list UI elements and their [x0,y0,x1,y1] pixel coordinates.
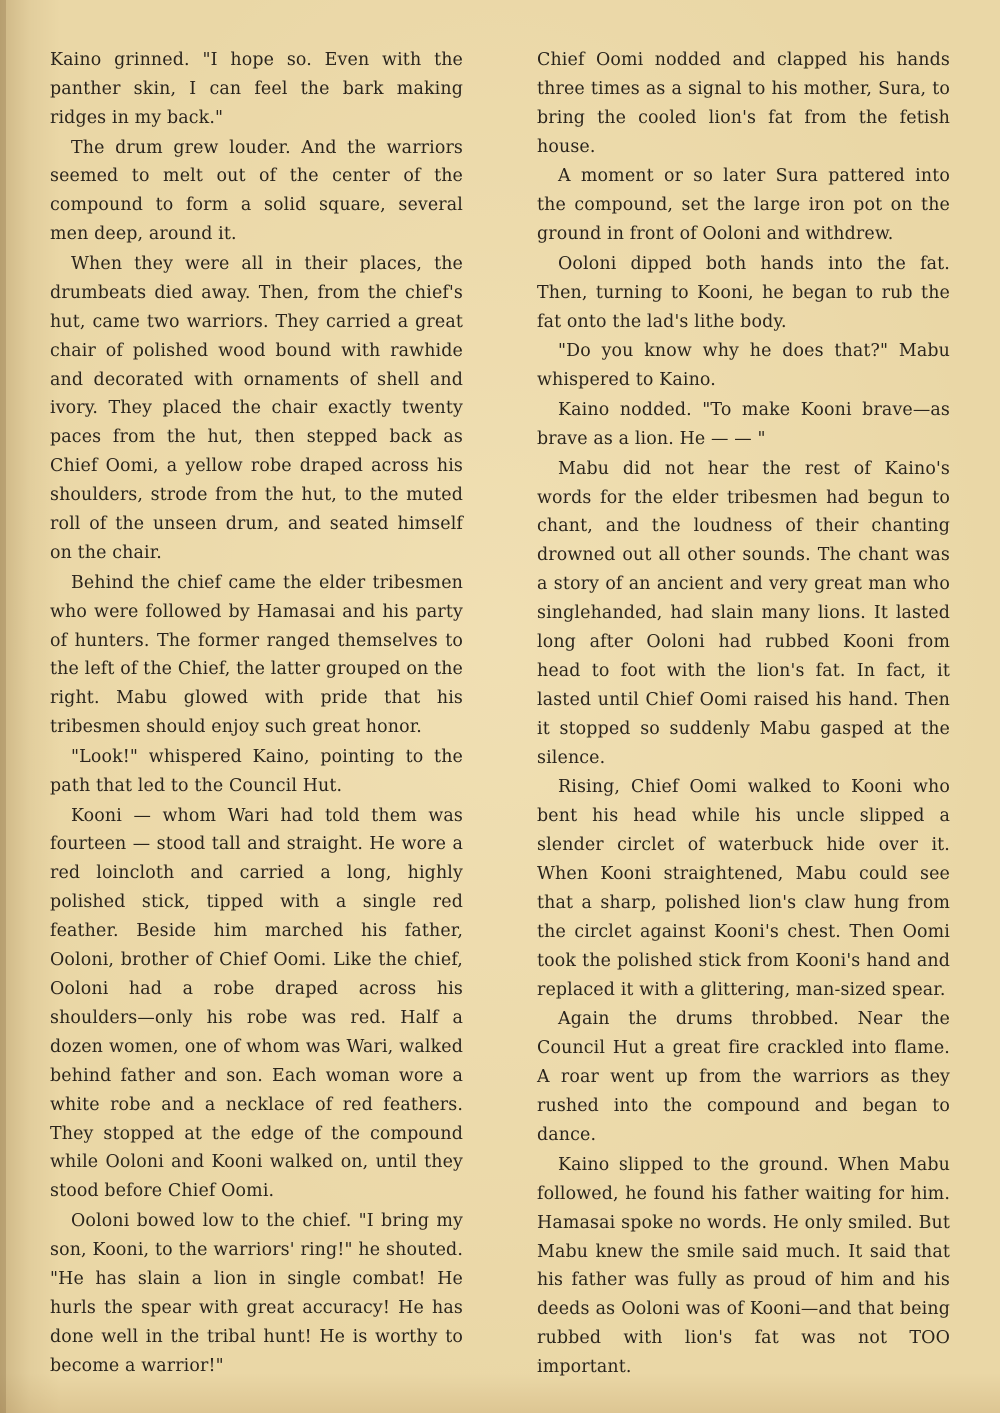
paragraph: Behind the chief came the elder tribesmen who were followed by Hamasai and his party of hunters. The former ranged themselves to the left of the Chief, the latter grouped on the right. Mabu glowed with pride that his tribesmen should enjoy such great honor. [50,572,463,738]
binding-gutter [0,0,6,1413]
paragraph: Kaino slipped to the ground. When Mabu followed, he found his father waiting for him. Hamasai spoke no words. He only smiled. But Mabu knew the smile said much. It said that his father was fully as proud of him and his deeds as Ooloni was of Kooni—and that being rubbed with lion's fat was not TOO important. [537,1154,950,1378]
paragraph: When they were all in their places, the drumbeats died away. Then, from the chief's hut, came two warriors. They carried a great chair of polished wood bound with rawhide and decorated with ornaments of shell and ivory. They placed the chair exactly twenty paces from the hut, then stepped back as Chief Oomi, a yellow robe draped across his shoulders, strode from the hut, to the muted roll of the unseen drum, and seated himself on the chair. [50,253,463,563]
paragraph: Ooloni dipped both hands into the fat. Then, turning to Kooni, he began to rub the fat onto the lad's lithe body. [537,253,950,332]
paragraph: "Look!" whispered Kaino, pointing to the path that led to the Council Hut. [50,746,463,796]
paragraph: Mabu did not hear the rest of Kaino's words for the elder tribesmen had begun to chant, and the loudness of their chanting drowned out all other sounds. The chant was a story of an ancient and very great man who singlehanded, had slain many lions. It lasted long after Ooloni had rubbed Kooni from head to foot with the lion's fat. In fact, it lasted until Chief Oomi raised his hand. Then it stopped so suddenly Mabu gasped at the silence. [537,458,950,768]
paragraph: The drum grew louder. And the warriors seemed to melt out of the center of the compound to form a solid square, several men deep, around it. [50,137,463,245]
right-text-column [537,46,950,1382]
paragraph: "Do you know why he does that?" Mabu whispered to Kaino. [537,341,950,391]
paragraph: Kaino nodded. "To make Kooni brave—as brave as a lion. He — — " [537,400,950,449]
paragraph: Kaino grinned. "I hope so. Even with the panther skin, I can feel the bark making ridges in my back." [50,50,463,128]
left-text-column [50,46,463,1380]
paragraph: A moment or so later Sura pattered into the compound, set the large iron pot on the ground in front of Ooloni and withdrew. [537,166,950,245]
paragraph: Rising, Chief Oomi walked to Kooni who bent his head while his uncle slipped a slender circlet of waterbuck hide over it. When Kooni straightened, Mabu could see that a sharp, polished lion's claw hung from the circlet against Kooni's chest. Then Oomi took the polished stick from Kooni's hand and replaced it with a glittering, man-sized spear. [537,777,950,1000]
paragraph: Kooni — whom Wari had told them was fourteen — stood tall and straight. He wore a red loincloth and carried a long, highly polished stick, tipped with a single red feather. Beside him marched his father, Ooloni, brother of Chief Oomi. Like the chief, Ooloni had a robe draped across his shoulders—only his robe was red. Half a dozen women, one of whom was Wari, walked behind father and son. Each woman wore a white robe and a necklace of red feathers. They stopped at the edge of the compound while Ooloni and Kooni walked on, until they stood before Chief Oomi. [50,805,463,1202]
paragraph: Chief Oomi nodded and clapped his hands three times as a signal to his mother, Sura, to bring the cooled lion's fat from the fetish house. [537,50,950,157]
paragraph: Ooloni bowed low to the chief. "I bring my son, Kooni, to the warriors' ring!" he shouted. "He has slain a lion in single combat! He hurls the spear with great accuracy! He has done well in the tribal hunt! He is worthy to become a warrior!" [50,1211,463,1376]
paragraph: Again the drums throbbed. Near the Council Hut a great fire crackled into flame. A roar went up from the warriors as they rushed into the compound and began to dance. [537,1009,950,1146]
